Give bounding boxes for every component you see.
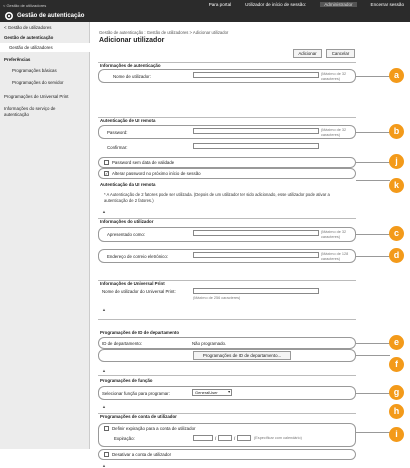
gear-icon <box>4 11 14 21</box>
display-name-hint: (Máximo de 32 caracteres) <box>321 230 347 239</box>
sidebar-item-back[interactable]: < Gestão de utilizadores <box>4 25 52 30</box>
sidebar-item-preferences[interactable]: Preferências <box>4 57 31 62</box>
divider <box>98 375 356 376</box>
universal-print-label: Nome de utilizador do Universal Print: <box>102 289 176 294</box>
function-select[interactable] <box>192 389 232 396</box>
expiry-day-input[interactable] <box>237 435 251 441</box>
two-factor-note: * A Autenticação de 2 fatores pode ser utilizada. (Depois de um utilizador ter sido adicionado, esse utilizador pode ativar a autenticação de 2 fatores.) <box>104 192 330 203</box>
leader-line <box>356 132 390 133</box>
callout-c: c <box>389 226 404 241</box>
callout-b: b <box>389 124 404 139</box>
divider <box>98 319 356 320</box>
section-account: Programações de conta de utilizador <box>100 414 177 419</box>
no-expiry-label: Password sem data de validade <box>112 160 175 165</box>
logout-link[interactable]: Encerrar sessão <box>370 2 404 7</box>
expiry-year-input[interactable] <box>193 435 213 441</box>
change-password-label: Alterar password no próximo início de sessão <box>112 171 201 176</box>
date-sep: / <box>234 436 236 441</box>
leader-line <box>356 343 390 344</box>
callout-k: k <box>389 178 404 193</box>
portal-link[interactable]: Para portal <box>208 2 232 7</box>
disable-account-label: Desativar a conta de utilizador <box>112 452 172 457</box>
section-remote-auth: Autenticação de UI remota <box>100 118 156 123</box>
page-title: Adicionar utilizador <box>99 37 165 44</box>
main-content <box>90 22 360 468</box>
leader-line <box>356 355 390 356</box>
universal-print-input[interactable] <box>193 288 319 294</box>
callout-e: e <box>389 335 404 350</box>
sidebar-item-server-settings[interactable]: Programações do servidor <box>12 80 64 85</box>
set-expiry-checkbox[interactable] <box>104 426 109 431</box>
expiry-hint: (Especificar com calendário) <box>254 436 302 440</box>
callout-j: j <box>389 154 404 169</box>
change-password-checkbox[interactable]: ✓ <box>105 171 109 176</box>
username-hint: (Máximo de 32 caracteres) <box>321 72 347 81</box>
add-button[interactable]: Adicionar <box>293 49 322 58</box>
leader-line <box>356 162 390 163</box>
callout-g: g <box>389 385 404 400</box>
callout-a: a <box>389 68 404 83</box>
section-auth-info: Informações de autenticação <box>100 63 161 68</box>
leader-line <box>356 432 390 433</box>
dept-id-value: Não programado. <box>192 341 227 346</box>
callout-d: d <box>389 248 404 263</box>
function-select-value: GeneralUser <box>195 390 218 395</box>
section-dept-id: Programações de ID de departamento <box>100 330 180 335</box>
expiry-label: Expiração: <box>114 436 135 441</box>
leader-line <box>356 180 390 181</box>
login-user-label: Utilizador de início de sessão: <box>245 2 307 7</box>
date-sep: / <box>215 436 217 441</box>
top-bar <box>0 0 410 22</box>
sidebar <box>0 22 90 449</box>
top-links <box>209 2 404 7</box>
leader-line <box>356 256 390 257</box>
callout-h: h <box>389 404 404 419</box>
dept-settings-button[interactable]: Programações de ID de departamento... <box>193 351 291 360</box>
sidebar-item-auth-service-info[interactable]: Informações do serviço de autenticação <box>4 106 56 117</box>
section-remote-ui: Autenticação da UI remota <box>100 182 156 187</box>
section-function: Programações de função <box>100 378 153 383</box>
separator: ▲ <box>102 368 106 373</box>
universal-print-hint: (Máximo de 256 caracteres) <box>193 296 241 300</box>
top-breadcrumb[interactable]: < Gestão de utilizadores <box>3 3 47 8</box>
no-expiry-checkbox[interactable] <box>104 160 109 165</box>
app-title: Gestão de autenticação <box>17 13 85 19</box>
username-label: Nome de utilizador: <box>113 74 151 79</box>
sidebar-item-universal-print[interactable]: Programações de Universal Print <box>4 94 69 99</box>
sidebar-item-basic-settings[interactable]: Programações básicas <box>12 68 57 73</box>
username-input[interactable] <box>193 72 319 78</box>
display-name-input[interactable] <box>193 230 319 236</box>
separator: ▲ <box>102 209 106 214</box>
confirm-label: Confirmar: <box>107 145 128 150</box>
chevron-down-icon: ▾ <box>228 390 230 394</box>
expiry-month-input[interactable] <box>218 435 232 441</box>
leader-line <box>356 393 390 394</box>
dept-id-label: ID de departamento: <box>102 341 143 346</box>
disable-account-checkbox[interactable] <box>104 452 109 457</box>
sidebar-item-user-management[interactable]: Gestão de utilizadores <box>0 43 90 52</box>
display-name-label: Apresentado como: <box>107 232 146 237</box>
function-label: Selecionar função para programar: <box>102 391 170 396</box>
callout-f: f <box>389 357 404 372</box>
set-expiry-label: Definir expiração para a conta de utilizador <box>112 426 196 431</box>
section-universal-print: Informações de Universal Print <box>100 281 165 286</box>
separator: ▲ <box>102 463 106 468</box>
email-label: Endereço de correio eletrónico: <box>107 254 169 259</box>
password-input[interactable] <box>193 128 319 134</box>
sidebar-item-auth-management[interactable]: Gestão de autenticação <box>4 35 54 40</box>
separator: ▲ <box>102 307 106 312</box>
email-hint: (Máximo de 128 caracteres) <box>321 252 349 261</box>
leader-line <box>356 76 390 77</box>
password-label: Password: <box>107 130 128 135</box>
email-input[interactable] <box>193 252 319 258</box>
login-user-name: Administrador <box>320 2 356 7</box>
password-hint: (Máximo de 32 caracteres) <box>321 128 347 137</box>
cancel-button[interactable]: Cancelar <box>326 49 355 58</box>
section-user-info: Informações do utilizador <box>100 219 154 224</box>
callout-i: i <box>389 427 404 442</box>
confirm-password-input[interactable] <box>193 143 319 149</box>
breadcrumb: Gestão de autenticação : Gestão de utilizadores > Adicionar utilizador <box>99 30 229 35</box>
separator: ▲ <box>102 404 106 409</box>
leader-line <box>356 234 390 235</box>
